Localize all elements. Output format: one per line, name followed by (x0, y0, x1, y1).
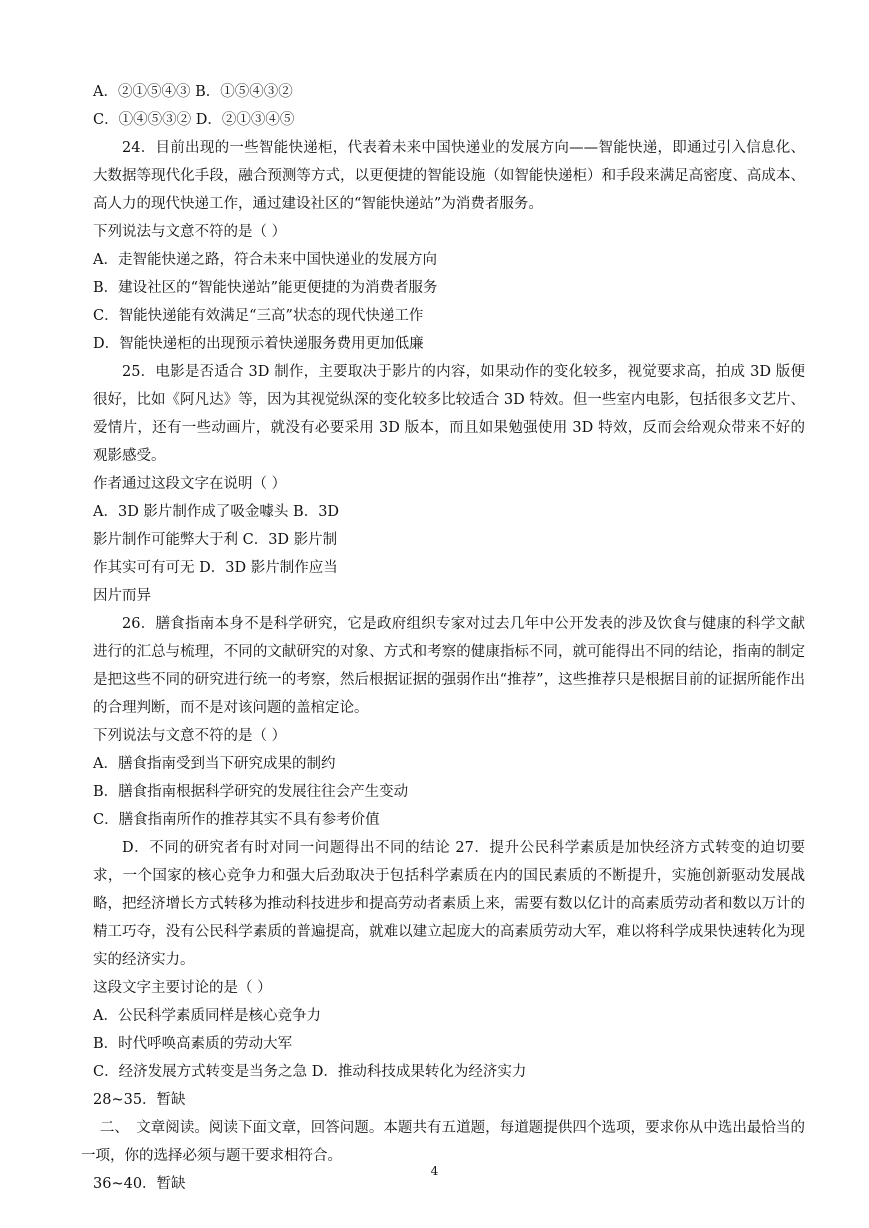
q24-stem: 24．目前出现的一些智能快递柜，代表着未来中国快递业的发展方向——智能快递，即通过引入信息化、大数据等现代化手段，融合预测等方式，以更便捷的智能设施（如智能快递柜）和手段来满足高密度、高成本、高人力的现代快递工作，通过建设社区的“智能快递站”为消费者服务。 (93, 140, 805, 212)
q26-question: 下列说法与文意不符的是（ ） (93, 728, 287, 744)
q25-options-line-1: A．3D 影片制作成了吸金噱头 B．3D (93, 504, 340, 520)
page-content (81, 78, 805, 1198)
q25-options-line-3: 作其实可有可无 D．3D 影片制作应当 (93, 560, 338, 576)
q27-question: 这段文字主要讨论的是（ ） (93, 980, 272, 996)
q26-option-c: C．膳食指南所作的推荐其实不具有参考价值 (93, 812, 380, 828)
section-2-heading: 二、 文章阅读。阅读下面文章，回答问题。本题共有五道题，每道题提供四个选项，要求你从中选出最恰当的一项，你的选择必须与题干要求相符合。 (81, 1120, 805, 1164)
page-number: 4 (430, 1164, 439, 1178)
q24-option-a: A．走智能快递之路，符合未来中国快递业的发展方向 (93, 252, 437, 268)
q26-stem: 26．膳食指南本身不是科学研究，它是政府组织专家对过去几年中公开发表的涉及饮食与健康的科学文献进行的汇总与梳理，不同的文献研究的对象、方式和考察的健康指标不同，就可能得出不同的结论，指南的制定是把这些不同的研究进行统一的考察，然后根据证据的强弱作出“推荐”，这些推荐只是根据目前的证据所能作出的合理判断，而不是对该问题的盖棺定论。 (93, 616, 805, 716)
q26-option-b: B．膳食指南根据科学研究的发展往往会产生变动 (93, 784, 409, 800)
q24-option-b: B．建设社区的“智能快递站”能更便捷的为消费者服务 (93, 280, 438, 296)
q25-question: 作者通过这段文字在说明（ ） (93, 476, 287, 492)
q27-option-c-d: C．经济发展方式转变是当务之急 D．推动科技成果转化为经济实力 (93, 1064, 527, 1080)
q27-option-b: B．时代呼唤高素质的劳动大军 (93, 1036, 293, 1052)
q24-question: 下列说法与文意不符的是（ ） (93, 224, 287, 240)
q25-stem: 25．电影是否适合 3D 制作，主要取决于影片的内容，如果动作的变化较多，视觉要求高，拍成 3D 版便很好，比如《阿凡达》等，因为其视觉纵深的变化较多比较适合 3D 特效。但一些室内电影，包括很多文艺片、爱情片，还有一些动画片，就没有必要采用 3D 版本，而且如果勉强使用 3D 特效，反而会给观众带来不好的观影感受。 (93, 364, 805, 464)
q28-35-placeholder: 28~35．暂缺 (93, 1092, 186, 1108)
q24-option-c: C．智能快递能有效满足“三高”状态的现代快递工作 (93, 308, 424, 324)
q27-stem: D．不同的研究者有时对同一问题得出不同的结论 27．提升公民科学素质是加快经济方式转变的迫切要求，一个国家的核心竞争力和强大后劲取决于包括科学素质在内的国民素质的不断提升，实施创新驱动发展战略，把经济增长方式转移为推动科技进步和提高劳动者素质上来，需要有数以亿计的高素质劳动者和数以万计的精工巧夺，没有公民科学素质的普遍提高，就难以建立起庞大的高素质劳动大军，难以将科学成果快速转化为现实的经济实力。 (93, 840, 805, 968)
q36-40-placeholder: 36~40．暂缺 (93, 1176, 186, 1192)
q23-options-line-1: A．②①⑤④③ B．①⑤④③② (93, 84, 293, 100)
q27-option-a: A．公民科学素质同样是核心竞争力 (93, 1008, 321, 1024)
q24-option-d: D．智能快递柜的出现预示着快递服务费用更加低廉 (93, 336, 424, 352)
q26-option-a: A．膳食指南受到当下研究成果的制约 (93, 756, 336, 772)
q25-options-line-4: 因片而异 (93, 588, 151, 604)
q25-options-line-2: 影片制作可能弊大于利 C．3D 影片制 (93, 532, 338, 548)
q23-options-line-2: C．①④⑤③② D．②①③④⑤ (93, 112, 295, 128)
